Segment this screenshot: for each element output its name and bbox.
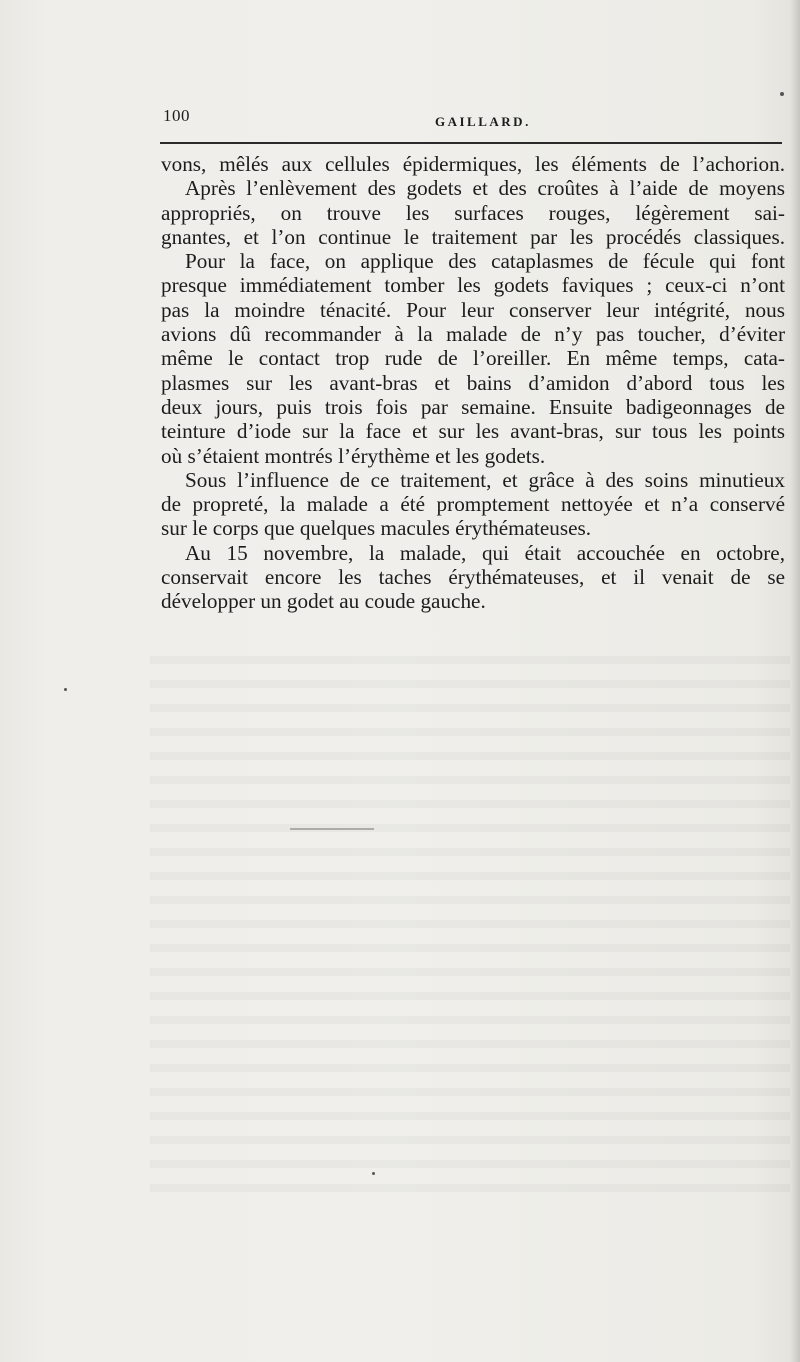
header-rule — [160, 142, 782, 144]
text-line: Au 15 novembre, la malade, qui était accouchée en octobre, — [185, 540, 785, 565]
text-line: plasmes sur les avant-bras et bains d’amidon d’abord tous les — [161, 370, 785, 395]
paper-speck — [64, 688, 67, 691]
text-line: même le contact trop rude de l’oreiller. En même temps, cata- — [161, 346, 785, 371]
text-line: deux jours, puis trois fois par semaine. Ensuite badigeonnages de — [161, 394, 785, 419]
text-line: de propreté, la malade a été promptement nettoyée et n’a conservé — [161, 492, 785, 517]
text-line: pas la moindre ténacité. Pour leur conserver leur intégrité, nous — [161, 297, 785, 322]
show-through-text — [150, 640, 790, 1200]
text-line: conservait encore les taches érythémateuses, et il venait de se — [161, 565, 785, 590]
page-number: 100 — [163, 106, 190, 125]
body-text — [161, 152, 785, 614]
page-spine-shadow — [790, 0, 800, 1362]
text-line: sur le corps que quelques macules érythémateuses. — [161, 516, 592, 541]
running-head: GAILLARD. — [435, 114, 531, 129]
text-line: développer un godet au coude gauche. — [161, 589, 486, 614]
text-line: appropriés, on trouve les surfaces rouges, légèrement sai- — [161, 200, 785, 225]
text-line: Pour la face, on applique des cataplasmes de fécule qui font — [185, 249, 785, 274]
text-line: presque immédiatement tomber les godets faviques ; ceux-ci n’ont — [161, 273, 785, 298]
text-line: gnantes, et l’on continue le traitement par les procédés classiques. — [161, 224, 785, 249]
text-line: Sous l’influence de ce traitement, et grâce à des soins minutieux — [185, 467, 785, 492]
paper-speck — [780, 92, 784, 96]
paper-speck — [372, 1172, 375, 1175]
text-line: teinture d’iode sur la face et sur les avant-bras, sur tous les points — [161, 419, 785, 444]
show-through-rule — [290, 828, 374, 830]
text-line: avions dû recommander à la malade de n’y pas toucher, d’éviter — [161, 322, 785, 347]
text-line: Après l’enlèvement des godets et des croûtes à l’aide de moyens — [185, 176, 785, 201]
text-line: vons, mêlés aux cellules épidermiques, les éléments de l’achorion. — [161, 152, 785, 176]
text-line: où s’étaient montrés l’érythème et les godets. — [161, 443, 546, 468]
